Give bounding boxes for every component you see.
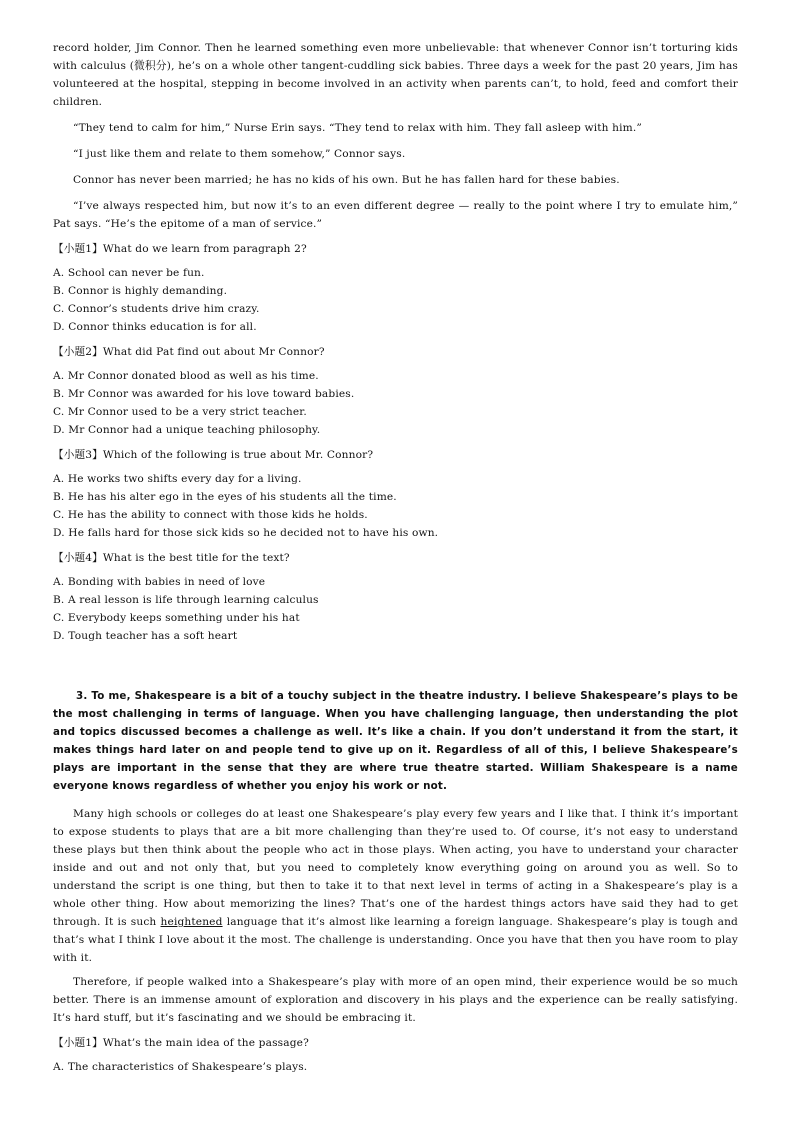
question-2-prompt: 【小题2】What did Pat find out about Mr Connor? (53, 346, 325, 358)
question-4 (53, 549, 738, 645)
question-2 (53, 343, 738, 439)
question-1-prompt: 【小题1】What do we learn from paragraph 2? (53, 243, 307, 255)
paragraph-2-text-after: language that it’s almost like learning a foreign language. Shakespeare’s play is tough and that’s what I think I love about it the most. The challenge is understanding. Once you have that then you have room to play with it. (53, 916, 738, 965)
option-a: A. School can never be fun. (53, 267, 205, 279)
option-d: D. Connor thinks education is for all. (53, 321, 257, 333)
question-3-prompt: 【小题3】Which of the following is true about Mr. Connor? (53, 449, 374, 461)
option-a: A. The characteristics of Shakespeare’s plays. (53, 1061, 308, 1074)
option-c: C. Everybody keeps something under his hat (53, 612, 300, 624)
option-b: B. A real lesson is life through learning calculus (53, 594, 319, 606)
passage3-paragraph-2 (53, 805, 738, 967)
option-d: D. Tough teacher has a soft heart (53, 630, 238, 642)
never-married-paragraph: Connor has never been married; he has no kids of his own. But he has fallen hard for these babies. (73, 174, 620, 186)
option-b: B. Connor is highly demanding. (53, 285, 228, 297)
passage3-lead-paragraph: 3. To me, Shakespeare is a bit of a touchy subject in the theatre industry. I believe Shakespeare’s plays to be the most challenging in terms of language. When you have challenging language, then understanding the plot and topics discussed becomes a challenge as well. It’s like a chain. If you don’t understand it from the start, it makes things hard later on and people tend to give up on it. Regardless of all of this, I believe Shakespeare’s plays are important in the sense that they are where true theatre started. William Shakespeare is a name everyone knows regardless of whether you enjoy his work or not. (53, 690, 738, 792)
question-4-prompt: 【小题4】What is the best title for the text? (53, 552, 290, 564)
option-d: D. He falls hard for those sick kids so he decided not to have his own. (53, 527, 439, 539)
passage3-question-1 (53, 1034, 738, 1076)
option-b: B. Mr Connor was awarded for his love toward babies. (53, 388, 355, 400)
question-3-options (53, 470, 738, 542)
underlined-word-heightened: heightened (160, 916, 223, 929)
option-d: D. Mr Connor had a unique teaching philosophy. (53, 424, 321, 436)
passage3-question-1-options (53, 1058, 738, 1076)
question-4-options (53, 573, 738, 645)
nurse-quote-paragraph: “They tend to calm for him,” Nurse Erin says. “They tend to relax with him. They fall asleep with him.” (73, 122, 642, 134)
option-c: C. Mr Connor used to be a very strict teacher. (53, 406, 307, 418)
option-a: A. Mr Connor donated blood as well as his time. (53, 370, 319, 382)
option-a: A. He works two shifts every day for a living. (53, 473, 302, 485)
connor-quote-paragraph: “I just like them and relate to them somehow,” Connor says. (73, 148, 406, 160)
passage3-paragraph-3: Therefore, if people walked into a Shakespeare’s play with more of an open mind, their experience would be so much better. There is an immense amount of exploration and discovery in his plays and the experience can be really satisfying. It’s hard stuff, but it’s fascinating and we should be embracing it. (53, 976, 738, 1025)
option-a: A. Bonding with babies in need of love (53, 576, 266, 588)
option-b: B. He has his alter ego in the eyes of his students all the time. (53, 491, 397, 503)
option-c: C. Connor’s students drive him crazy. (53, 303, 260, 315)
passage2-intro-paragraph: record holder, Jim Connor. Then he learned something even more unbelievable: that whenever Connor isn’t torturing kids with calculus (微积分), he’s on a whole other tangent-cuddling sick babies. Three days a week for the past 20 years, Jim has volunteered at the hospital, stepping in become involved in an activity when parents can’t, to hold, feed and comfort their children. (53, 42, 738, 108)
question-2-options (53, 367, 738, 439)
question-1 (53, 240, 738, 336)
pat-quote-paragraph: “I’ve always respected him, but now it’s to an even different degree — really to the point where I try to emulate him,” Pat says. “He’s the epitome of a man of service.” (53, 200, 738, 230)
question-3 (53, 446, 738, 542)
question-1-options (53, 264, 738, 336)
paragraph-2-text-before: Many high schools or colleges do at least one Shakespeare’s play every few years and I like that. I think it’s important to expose students to plays that are a bit more challenging than they’re used to. Of course, it’s not easy to understand these plays but then think about the people who act in those plays. When acting, you have to understand your character inside and out and not only that, but you need to completely know everything going on around you as well. So to understand the script is one thing, but then to take it to that next level in terms of acting in a Shakespeare’s play is a whole other thing. How about memorizing the lines? That’s one of the hardest things actors have said they had to get through. It is such (53, 808, 738, 929)
option-c: C. He has the ability to connect with those kids he holds. (53, 509, 368, 521)
passage3-question-1-prompt: 【小题1】What’s the main idea of the passage? (53, 1037, 309, 1050)
